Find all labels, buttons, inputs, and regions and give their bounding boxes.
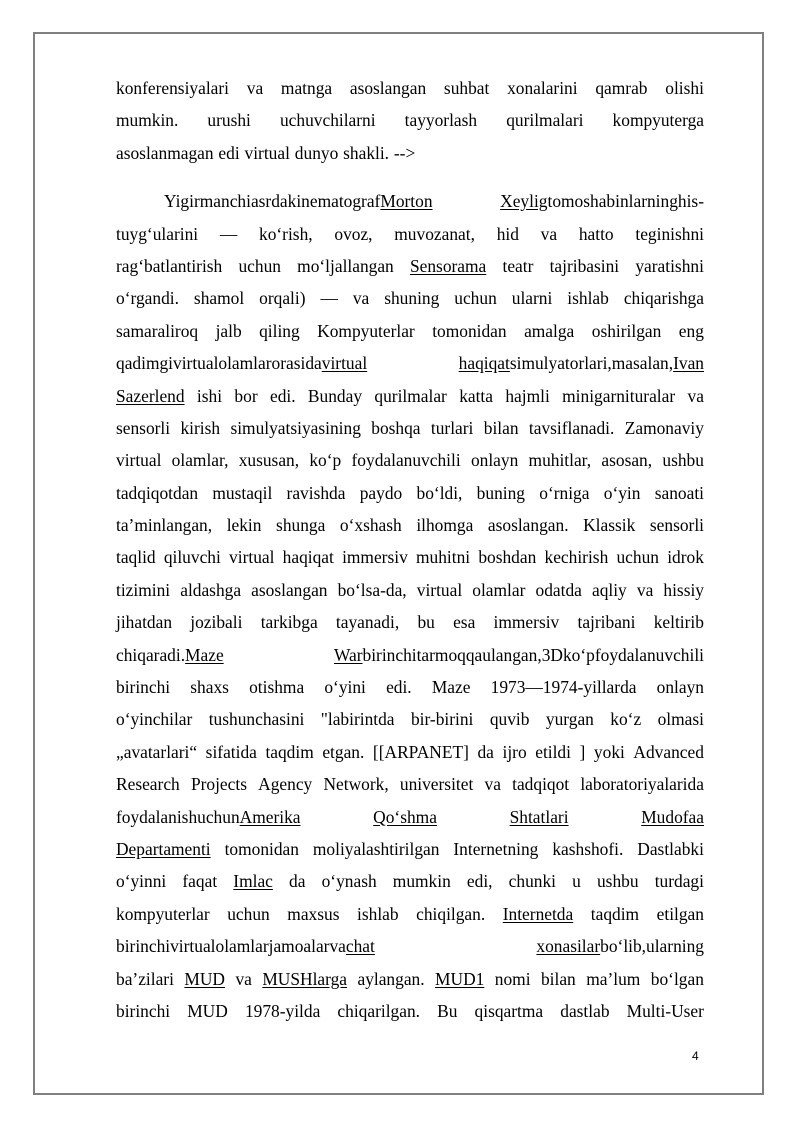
word: Bu [437,1000,458,1021]
word: immersiv [493,612,560,633]
word: virtual [416,579,463,600]
word: bo‘lib, [600,936,647,957]
word: eng [678,320,704,341]
word: — [320,288,338,309]
word: shuning [384,288,440,309]
word: uchun [238,255,281,276]
word: katta [459,385,493,406]
word: o‘rniga [539,482,590,503]
word: birinchi [116,1000,171,1021]
word: shamol [193,288,245,309]
word: ushbu [662,450,704,471]
word: dunyo [294,142,339,163]
text-line [116,703,704,735]
word: sifatida [205,741,257,762]
word: asoslangan [251,579,328,600]
word: xususan, [238,450,300,471]
word: muhitlar, [528,450,592,471]
word: va [540,223,558,244]
text-line [116,736,704,768]
word: Multi-User [626,1000,704,1021]
word: virtual [116,450,162,471]
word: hid [496,223,519,244]
word: asoslangan. [487,515,569,536]
word: ravishda [286,482,346,503]
word: Yigirmanchi [164,191,251,212]
word: shunga [276,515,326,536]
word: va [246,78,264,98]
word: Internetning [453,838,539,859]
hyperlink-word[interactable]: Qo‘shma [373,806,437,827]
word: kirish [180,417,221,438]
hyperlink-word[interactable]: Amerika [239,806,301,827]
word: turlari [430,417,474,438]
word: shaxs [190,677,229,698]
word: amalga [524,320,575,341]
word: tavsiflanadi. [528,417,615,438]
hyperlink-word[interactable]: Maze [185,644,224,665]
word: tuyg‘ularini [116,223,199,244]
word: uchuvchilarni [279,110,376,131]
word: va [352,288,370,309]
word: va [235,968,252,989]
word: faqat [182,871,218,892]
word: laboratoriyalarida [580,774,704,795]
word: keltirib [653,612,704,633]
text-line [116,574,704,606]
hyperlink[interactable] [240,801,704,833]
hyperlink-word[interactable]: chat [345,936,375,957]
word: mumkin. [116,110,179,131]
word: asosan, [601,450,653,471]
word: haqiqat [282,547,334,568]
word: aqliy [591,579,627,600]
text-line [116,347,704,379]
word: o‘rgandi. [116,288,179,309]
word: teginishni [635,223,704,244]
word: ko‘p [562,644,595,665]
hyperlink-word[interactable]: War [333,644,363,665]
word: o‘yinni [116,871,167,892]
word: boshqa [371,417,421,438]
word: tajribani [577,612,636,633]
hyperlink[interactable] [185,639,362,671]
word: turdagi [654,871,704,892]
word: ularning [646,936,704,957]
text-line [116,218,704,250]
word: Agency [258,774,313,795]
text-line [116,930,704,962]
word: teatr [502,255,534,276]
word: bilan [483,417,519,438]
text-line [116,282,704,314]
word: chiqarilgan. [337,1000,420,1021]
text-line [116,412,704,444]
word: 1978-yilda [244,1000,321,1021]
text-line [116,250,704,282]
word: uchun [454,288,497,309]
hyperlink-word[interactable]: virtual [321,353,368,374]
word: sanoati [654,482,704,503]
word: va [484,774,501,795]
word: uchun [197,806,240,827]
word: bilan [540,968,576,989]
word: simulyatsiyasining [230,417,361,438]
word: bor [234,385,258,406]
word: jihatdan [116,612,173,633]
word: Kompyuterlar [317,320,415,341]
text-line [116,768,704,800]
word: u [572,871,581,892]
word: virtual [170,936,216,957]
word: kashshofi. [552,838,624,859]
text-line [116,995,704,1027]
word: [[ARPANET] [372,741,469,762]
word: uchun [616,547,659,568]
word: olishi [665,78,704,98]
word: ovoz, [334,223,373,244]
word: paydo [359,482,403,503]
word: etilgan [656,903,704,924]
word: tarmoqqa [416,644,483,665]
word: ushbu [596,871,639,892]
text-line [116,72,704,104]
text-line [116,104,704,136]
word: otishma [249,677,305,698]
word: da [477,741,494,762]
text-line [116,477,704,509]
word: tomonidan [224,838,299,859]
word: konferensiyalari [116,78,229,98]
hyperlink-word[interactable]: Shtatlari [509,806,569,827]
word: ilhomga [416,515,474,536]
hyperlink[interactable] [380,185,547,217]
word: quvib [489,709,530,730]
word: o‘yin [603,482,641,503]
text-line [116,801,704,833]
word: virtual [229,547,275,568]
word: yaratishni [635,255,704,276]
text-line [116,185,704,217]
hyperlink-word[interactable]: xonasilar [536,936,601,957]
hyperlink[interactable]: Internetda [502,903,574,924]
word: hissiy [663,579,704,600]
hyperlink-word[interactable]: Xeylig [500,191,548,212]
word: ba’zilari [116,968,174,989]
word: olamlar [472,579,526,600]
word: foydalanish [116,806,198,827]
word: o‘yini [324,677,366,698]
text-line [116,671,704,703]
word: onlayn [656,677,704,698]
word: foydalanuvchili [594,644,704,665]
word: kompyuterlar [116,903,210,924]
text-line [116,444,704,476]
word: tizimini [116,579,171,600]
word: etgan. [322,741,365,762]
word: asrda [250,191,288,212]
word: 3D [541,644,563,665]
word: tadqiqot [512,774,570,795]
word: chiqaradi. [116,644,186,665]
word: va [687,385,704,406]
word: bo‘ldi, [416,482,463,503]
word: aylangan. [357,968,425,989]
word: maxsus [287,903,340,924]
word: his- [677,191,704,212]
word: Klassik [583,515,636,536]
word: ishlab [357,903,399,924]
word: edi [218,142,240,163]
page-number: 4 [692,1049,699,1063]
word: dastlab [560,1000,610,1021]
word: muhitni [416,547,471,568]
word: kompyuterga [612,110,704,131]
word: masalan, [611,353,674,374]
paragraph [116,72,704,169]
word: ta’minlangan, [116,515,213,536]
text-line [116,963,704,995]
hyperlink[interactable] [322,347,510,379]
word: qadimgi [116,353,173,374]
word: Research [116,774,180,795]
word: Dastlabki [637,838,704,859]
word: mo‘ljallangan [297,255,394,276]
word: orqali) [259,288,306,309]
word: kinematograf [287,191,381,212]
hyperlink[interactable]: MUD [184,968,225,989]
word: da [289,871,306,892]
word: bo‘lsa-da, [337,579,407,600]
text-line [116,137,704,169]
word: hajmli [505,385,550,406]
word: jalb [215,320,242,341]
word: samaraliroq [116,320,199,341]
word: asoslangan [349,78,427,98]
word: hatto [578,223,614,244]
word: tushunchasini [208,709,305,730]
hyperlink-word[interactable]: haqiqat [458,353,510,374]
text-line [116,898,704,930]
word: o‘yinchilar [116,709,193,730]
word: lekin [226,515,262,536]
word: minigarnituralar [562,385,676,406]
word: jamoalar [268,936,330,957]
word: birinchi [362,644,417,665]
word: „avatarlari“ [116,741,198,762]
text-line [116,541,704,573]
word: yurgan [545,709,594,730]
word: onlayn [470,450,519,471]
word: ishlab [567,288,609,309]
word: matnga [280,78,333,98]
word: oshirilgan [591,320,662,341]
word: urushi [207,110,251,131]
word: idrok [667,547,704,568]
word: qurilmalar [374,385,447,406]
text-line [116,509,704,541]
word: taqdim [265,741,314,762]
body-text [116,72,704,1027]
hyperlink[interactable]: Imlac [233,871,273,892]
word: esa [453,612,476,633]
word: olamlar, [171,450,229,471]
word: birinchi [116,936,171,957]
word: tarkibga [260,612,318,633]
word: ularni [511,288,553,309]
word: edi. [269,385,296,406]
word: va [329,936,346,957]
word: etildi [535,741,571,762]
word: muvozanat, [394,223,475,244]
word: suhbat [443,78,490,98]
word: ma’lum [586,968,641,989]
word: Network, [323,774,389,795]
word: buning [476,482,525,503]
word: virtual [173,353,219,374]
word: edi. [386,677,412,698]
word: olmasi [657,709,704,730]
word: tomoshabinlarning [547,191,678,212]
word: orasida [271,353,322,374]
hyperlink[interactable]: Sazerlend [116,385,185,406]
word: boshdan [478,547,537,568]
word: moliyalashtirilgan [312,838,440,859]
paragraph [116,185,704,1027]
word: foydalanuvchili [351,450,461,471]
word: ] [579,741,586,762]
word: ishi [196,385,223,406]
word: — [219,223,238,244]
hyperlink-word[interactable]: Mudofaa [641,806,704,827]
word: virtual [244,142,290,163]
text-line [116,833,704,865]
word: kechirish [544,547,609,568]
text-line [116,380,704,412]
word: qurilmalari [506,110,584,131]
hyperlink[interactable]: Sensorama [409,255,487,276]
word: qiluvchi [163,547,221,568]
word: chunki [508,871,556,892]
word: Zamonaviy [624,417,704,438]
word: chiqarishga [623,288,704,309]
word: Bunday [307,385,363,406]
word: bir-birini [410,709,474,730]
word: xonalarini [507,78,578,98]
word: mustaqil [212,482,273,503]
word: immersiv [342,547,408,568]
word: yoki [593,741,625,762]
word: --> [393,142,416,163]
hyperlink-word[interactable]: Morton [380,191,433,212]
word: qamrab [595,78,648,98]
hyperlink[interactable] [346,930,600,962]
word: taqdim [590,903,640,924]
word: chiqilgan. [416,903,486,924]
hyperlink[interactable]: MUSHlarga [262,968,348,989]
word: universitet [399,774,474,795]
word: va [636,579,654,600]
text-line [116,865,704,897]
word: ko‘rish, [259,223,313,244]
word: shakli. [343,142,390,163]
word: mumkin [392,871,451,892]
word: asoslanmagan [116,142,214,163]
word: birinchi [116,677,171,698]
word: ijro [502,741,527,762]
hyperlink[interactable]: MUD1 [435,968,485,989]
word: ulangan, [482,644,542,665]
word: o‘ynash [321,871,377,892]
word: o‘xshash [339,515,402,536]
text-line [116,639,704,671]
text-line [116,315,704,347]
word: olamlar [215,936,269,957]
word: tayanadi, [335,612,400,633]
word: qiling [259,320,300,341]
word: "labirintda [320,709,395,730]
word: MUD [187,1000,228,1021]
word: rag‘batlantirish [116,255,223,276]
word: bo‘lgan [650,968,704,989]
word: 1973—1974-yillarda [490,677,637,698]
word: nomi [494,968,531,989]
word: tomonidan [432,320,507,341]
word: sensorli [649,515,704,536]
text-line [116,606,704,638]
word: qisqartma [474,1000,544,1021]
word: tajribasini [549,255,620,276]
word: olamlar [218,353,272,374]
word: jozibali [190,612,243,633]
word: Advanced [633,741,704,762]
word: bu [417,612,435,633]
word: tadqiqotdan [116,482,199,503]
word: ko‘p [309,450,342,471]
word: tayyorlash [404,110,478,131]
word: Projects [190,774,247,795]
hyperlink[interactable]: Ivan [673,353,704,374]
word: taqlid [116,547,156,568]
word: edi, [466,871,493,892]
word: simulyatorlari, [509,353,612,374]
word: uchun [227,903,270,924]
word: Maze [431,677,471,698]
word: aldashga [180,579,242,600]
hyperlink[interactable]: Departamenti [116,838,211,859]
word: odatda [535,579,582,600]
word: ko‘z [610,709,642,730]
word: sensorli [116,417,171,438]
